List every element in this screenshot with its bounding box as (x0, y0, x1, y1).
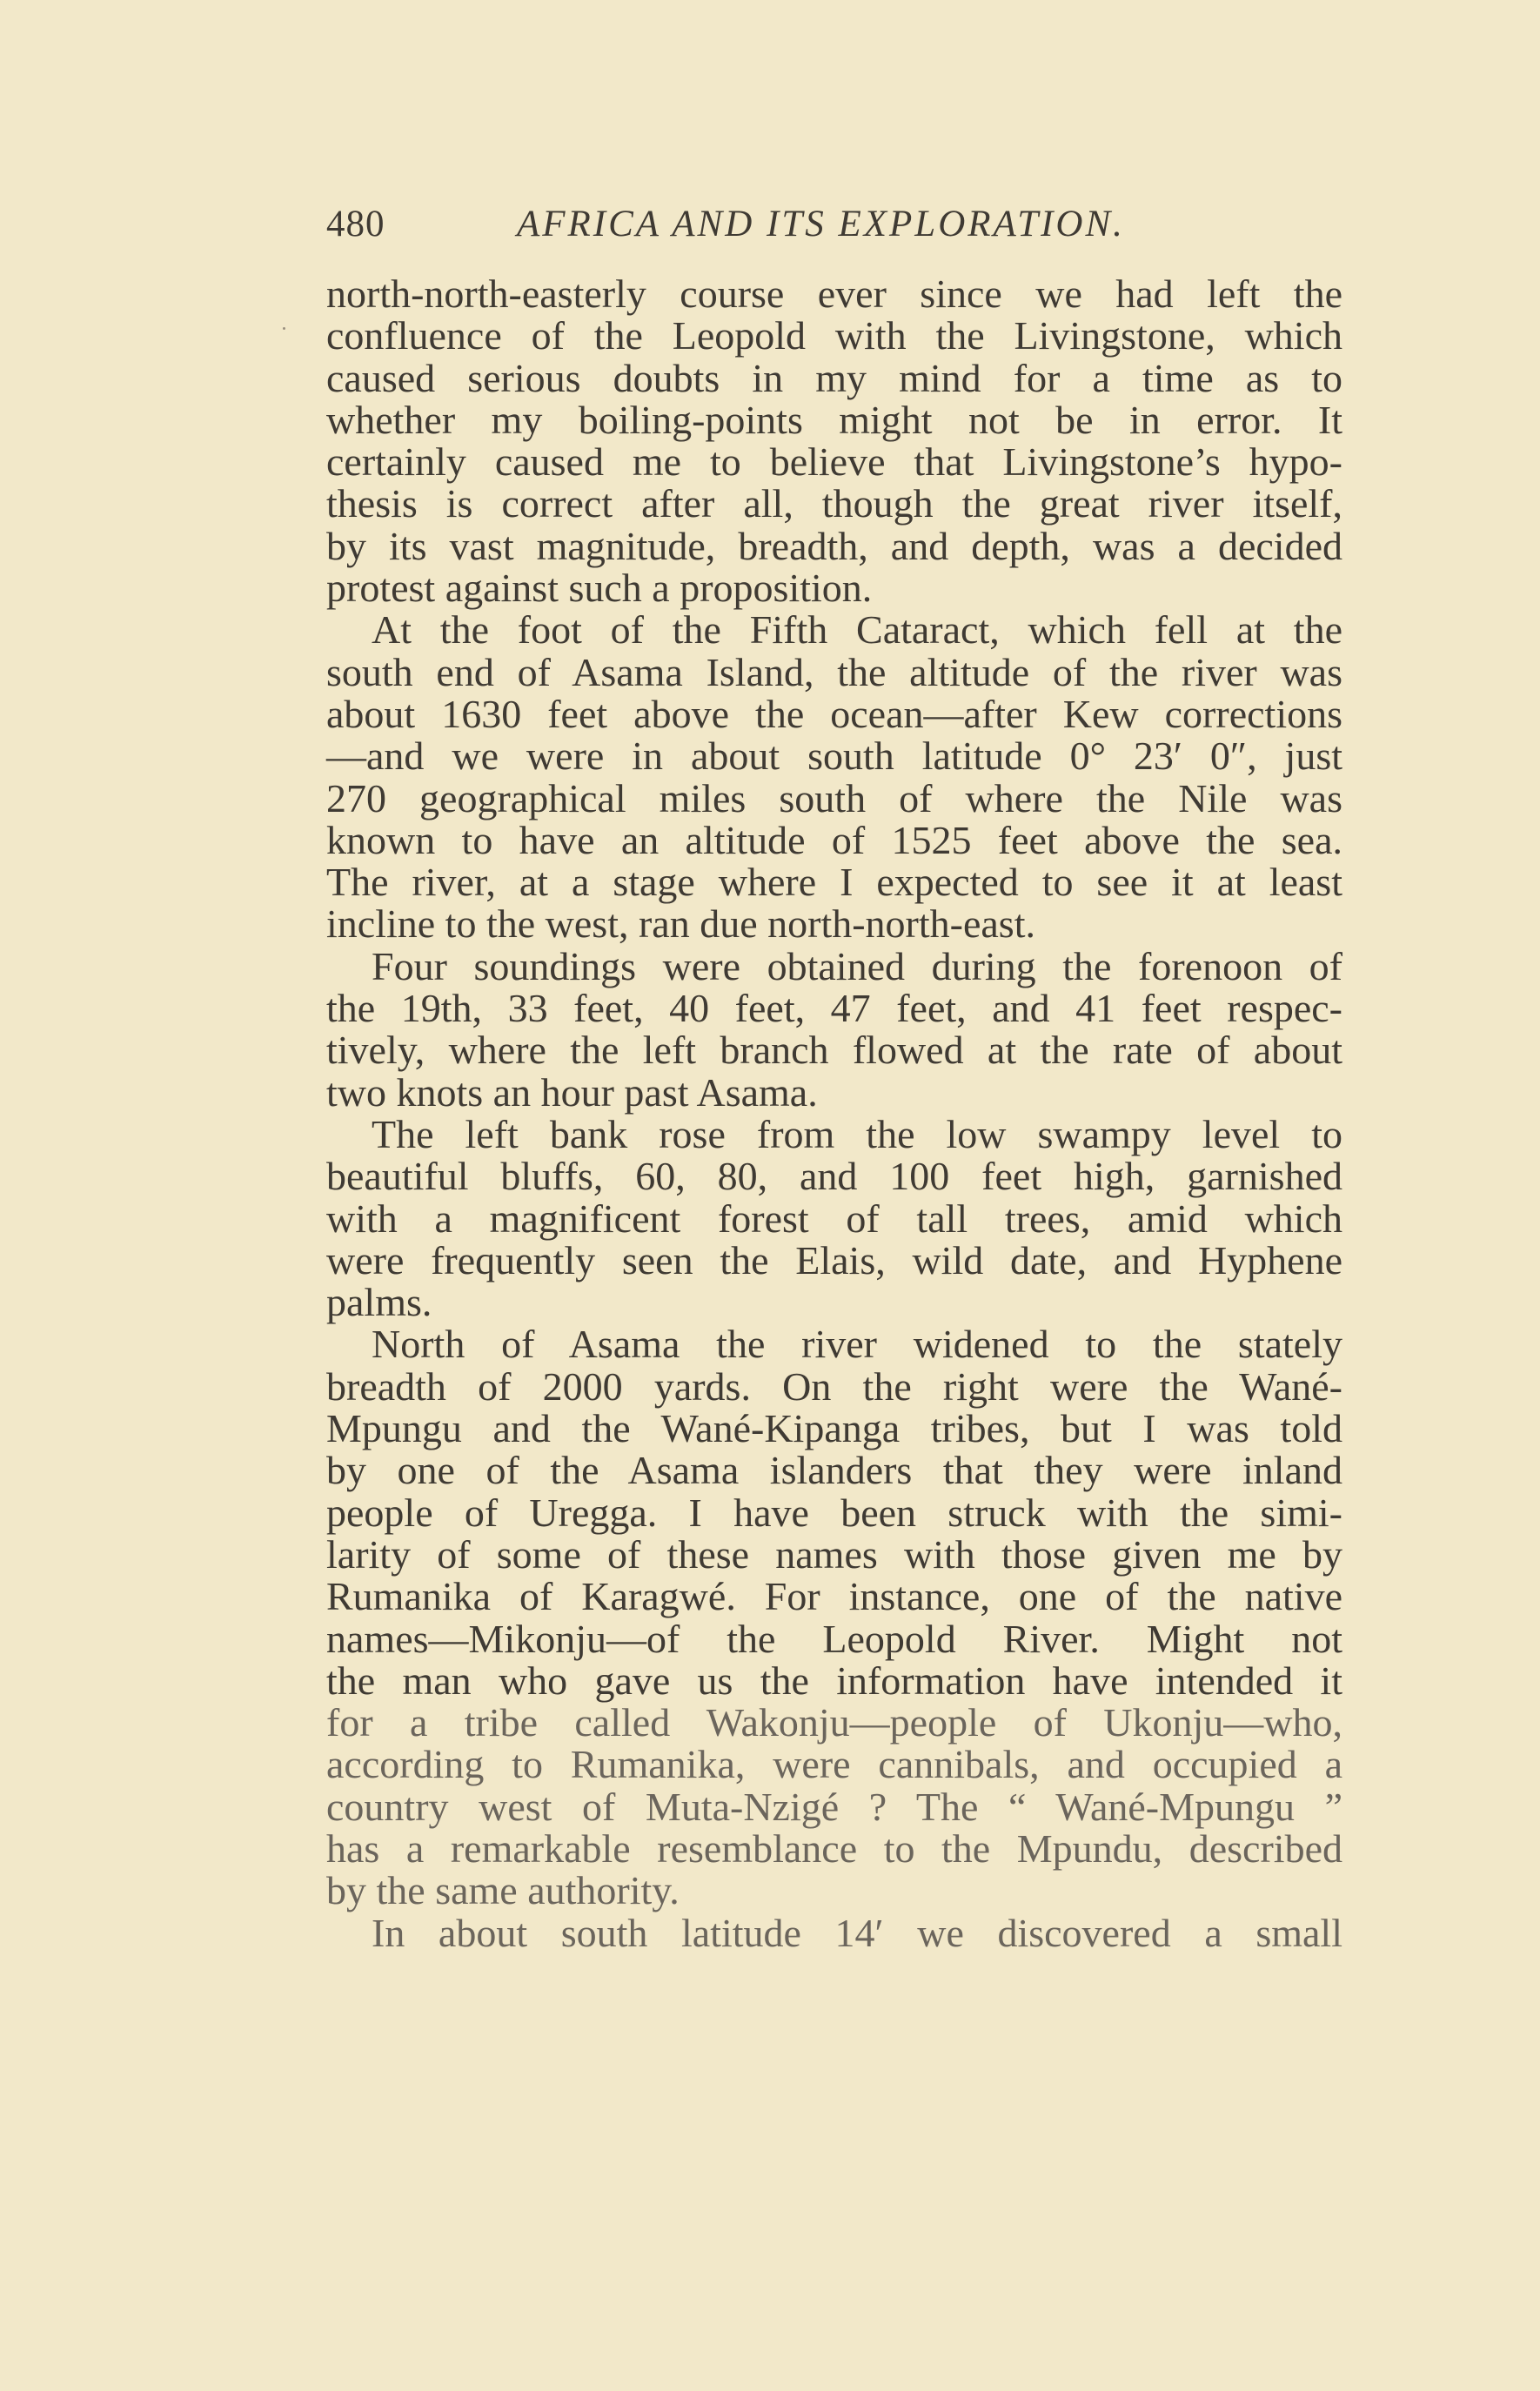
text-line: people of Uregga. I have been struck with the simi- (326, 1490, 1342, 1535)
text-line: 270 geographical miles south of where the Nile was (326, 775, 1342, 820)
body-text (326, 273, 1342, 1954)
text-line: the 19th, 33 feet, 40 feet, 47 feet, and 41 feet respec- (326, 986, 1342, 1031)
text-line: Four soundings were obtained during the forenoon of (372, 943, 1342, 988)
text-line: The left bank rose from the low swampy level to (372, 1111, 1342, 1156)
text-line: The river, at a stage where I expected to see it at least (326, 860, 1342, 905)
text-line: North of Asama the river widened to the stately (372, 1322, 1342, 1367)
text-line: by the same authority. (326, 1868, 680, 1913)
text-line: country west of Muta-Nzigé ? The “ Wané-Mpungu ” (326, 1784, 1342, 1829)
text-line: caused serious doubts in my mind for a time as to (326, 355, 1342, 400)
text-line: thesis is correct after all, though the great river itself, (326, 481, 1342, 526)
text-line: larity of some of these names with those given me by (326, 1531, 1342, 1577)
text-line: At the foot of the Fifth Cataract, which fell at the (372, 607, 1342, 653)
text-line: —and we were in about south latitude 0° 23′ 0″, just (326, 733, 1342, 779)
text-line: according to Rumanika, were cannibals, and occupied a (326, 1742, 1342, 1787)
text-line: certainly caused me to believe that Livingstone’s hypo- (326, 439, 1342, 485)
text-line: by its vast magnitude, breadth, and depth, was a decided (326, 523, 1342, 568)
text-line: with a magnificent forest of tall trees, amid which (326, 1196, 1342, 1241)
text-line: confluence of the Leopold with the Livingstone, which (326, 313, 1342, 358)
text-line: Mpungu and the Wané-Kipanga tribes, but I was told (326, 1406, 1342, 1451)
page-header (326, 198, 1344, 251)
text-line: protest against such a proposition. (326, 566, 873, 611)
text-line: incline to the west, ran due north-north-east. (326, 901, 1035, 947)
text-line: tively, where the left branch flowed at the rate of about (326, 1028, 1342, 1073)
text-line: known to have an altitude of 1525 feet above the sea. (326, 817, 1342, 862)
text-line: Rumanika of Karagwé. For instance, one of the native (326, 1574, 1342, 1619)
text-line: north-north-easterly course ever since we had left the (326, 271, 1342, 316)
running-title: AFRICA AND ITS EXPLORATION. (517, 204, 1125, 244)
text-line: about 1630 feet above the ocean—after Kew corrections (326, 691, 1342, 736)
text-line: for a tribe called Wakonju—people of Ukonju—who, (326, 1700, 1342, 1745)
text-line: has a remarkable resemblance to the Mpundu, described (326, 1825, 1342, 1871)
text-line: breadth of 2000 yards. On the right were the Wané- (326, 1363, 1342, 1409)
text-line: by one of the Asama islanders that they were inland (326, 1448, 1342, 1493)
text-line: beautiful bluffs, 60, 80, and 100 feet high, garnished (326, 1154, 1342, 1199)
text-line: the man who gave us the information have intended it (326, 1658, 1342, 1703)
text-line: whether my boiling-points might not be in error. It (326, 397, 1342, 442)
text-line: were frequently seen the Elais, wild date, and Hyphene (326, 1237, 1342, 1283)
page-number: 480 (326, 204, 385, 244)
text-line: In about south latitude 14′ we discovered a small (372, 1910, 1342, 1955)
text-line: two knots an hour past Asama. (326, 1069, 818, 1115)
text-line: palms. (326, 1280, 432, 1325)
margin-speck (283, 327, 285, 330)
text-line: south end of Asama Island, the altitude of the river was (326, 649, 1342, 694)
text-line: names—Mikonju—of the Leopold River. Might not (326, 1616, 1342, 1661)
